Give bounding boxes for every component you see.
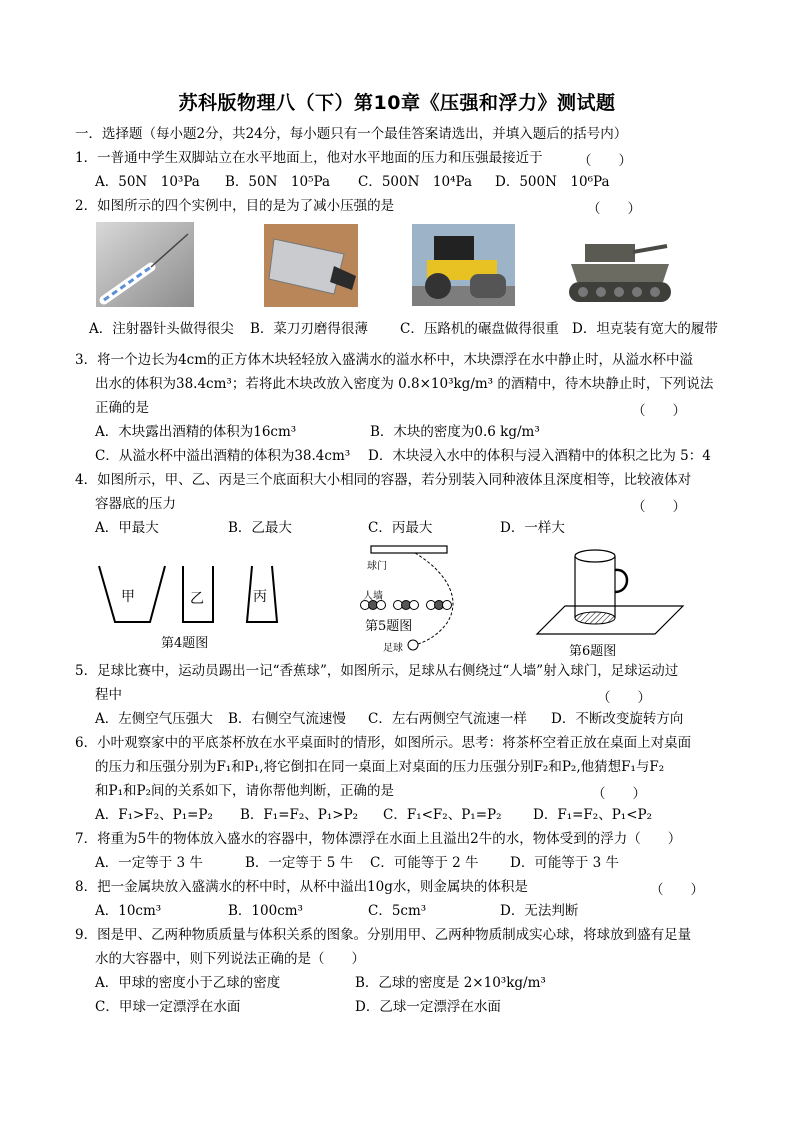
q4-option-c: C．丙最大 <box>368 520 433 536</box>
q9-option-a: A．甲球的密度小于乙球的密度 <box>95 975 281 991</box>
figure-4-caption: 第4题图 <box>161 636 209 651</box>
q6-stem-line2: 的压力和压强分别为F₁和P₁,将它倒扣在同一桌面上对桌面的压力压强分别F₂和P₂,他猜想F₁与F₂ <box>95 759 665 775</box>
q1-option-d: D．500N 10⁶Pa <box>495 174 610 190</box>
q3-option-b: B．木块的密度为0.6 kg/m³ <box>370 424 540 440</box>
q3-option-d: D．木块浸入水中的体积与浸入酒精中的体积之比为 5：4 <box>368 448 711 464</box>
cleaver-photo <box>264 224 358 307</box>
q7-option-b: B．一定等于 5 牛 <box>245 855 354 871</box>
q1-stem: 1．一普通中学生双脚站立在水平地面上，他对水平地面的压力和压强最接近于 <box>75 150 543 166</box>
human-wall-label: 人墙 <box>363 591 383 602</box>
q9-option-b: B．乙球的密度是 2×10³kg/m³ <box>355 975 546 991</box>
q6-stem-line3: 和P₁和P₂间的关系如下，请你帮他判断，正确的是 <box>95 783 394 799</box>
q6-stem-line1: 6．小叶观察家中的平底茶杯放在水平桌面时的情形，如图所示。思考：将茶杯空着正放在桌面上对桌面 <box>75 735 692 751</box>
figure-5-caption: 第5题图 <box>365 619 413 634</box>
q6-answer-paren: （ ） <box>592 786 646 802</box>
q4-option-a: A．甲最大 <box>95 520 159 536</box>
q3-stem-line3: 正确的是 <box>95 400 149 416</box>
q9-stem-line1: 9．图是甲、乙两种物质质量与体积关系的图象。分别用甲、乙两种物质制成实心球，将球放到盛有足量 <box>75 927 692 943</box>
q4-stem-line1: 4．如图所示，甲、乙、丙是三个底面积大小相同的容器，若分别装入同种液体且深度相等，比较液体对 <box>75 472 692 488</box>
q8-answer-paren: （ ） <box>650 882 704 898</box>
q8-option-c: C．5cm³ <box>368 903 427 919</box>
q2-option-c: C．压路机的碾盘做得很重 <box>400 321 559 337</box>
figure-6 <box>535 548 685 660</box>
q1-option-c: C．500N 10⁴Pa <box>358 174 473 190</box>
q7-option-c: C．可能等于 2 牛 <box>370 855 479 871</box>
figure-4 <box>95 560 285 656</box>
q4-option-d: D．一样大 <box>500 520 565 536</box>
q6-option-d: D．F₁=F₂、P₁<P₂ <box>533 807 652 823</box>
football-label: 足球 <box>383 643 403 654</box>
container-jia-label: 甲 <box>121 589 135 605</box>
q3-answer-paren: （ ） <box>632 403 686 419</box>
q8-option-d: D．无法判断 <box>500 903 579 919</box>
q2-option-b: B．菜刀刃磨得很薄 <box>250 321 368 337</box>
q2-stem: 2．如图所示的四个实例中，目的是为了减小压强的是 <box>75 198 395 214</box>
page-title: 苏科版物理八（下）第10章《压强和浮力》测试题 <box>178 92 616 114</box>
q3-stem-line2: 出水的体积为38.4cm³；若将此木块改放入密度为 0.8×10³kg/m³ 的酒精中，待木块静止时，下列说法 <box>95 376 714 392</box>
q4-answer-paren: （ ） <box>632 499 686 515</box>
q2-answer-paren: （ ） <box>587 201 641 217</box>
q5-option-c: C．左右两侧空气流速一样 <box>368 711 527 727</box>
q7-option-d: D．可能等于 3 牛 <box>510 855 619 871</box>
tank-photo <box>563 226 677 310</box>
q1-option-a: A．50N 10³Pa <box>95 174 200 190</box>
q5-option-b: B．右侧空气流速慢 <box>228 711 346 727</box>
container-bing-label: 丙 <box>253 589 267 605</box>
q3-option-a: A．木块露出酒精的体积为16cm³ <box>95 424 297 440</box>
section-heading: 一．选择题（每小题2分，共24分，每小题只有一个最佳答案请选出，并填入题后的括号内） <box>75 126 628 142</box>
figure-6-caption: 第6题图 <box>569 644 617 659</box>
q5-option-d: D．不断改变旋转方向 <box>551 711 684 727</box>
syringe-photo <box>96 222 194 307</box>
q5-stem-line1: 5．足球比赛中，运动员踢出一记“香蕉球”，如图所示，足球从右侧绕过“人墙”射入球门，足球运动过 <box>75 663 679 679</box>
cup-on-table-diagram <box>535 548 685 638</box>
q3-stem-line1: 3．将一个边长为4cm的正方体木块轻轻放入盛满水的溢水杯中，木块漂浮在水中静止时，从溢水杯中溢 <box>75 352 694 368</box>
q6-option-b: B．F₁=F₂、P₁>P₂ <box>240 807 359 823</box>
q5-answer-paren: （ ） <box>597 690 651 706</box>
q1-option-b: B．50N 10⁵Pa <box>225 174 331 190</box>
q4-option-b: B．乙最大 <box>228 520 292 536</box>
container-yi-label: 乙 <box>190 591 204 607</box>
road-roller-photo <box>412 224 515 306</box>
q4-stem-line2: 容器底的压力 <box>95 496 176 512</box>
q9-option-c: C．甲球一定漂浮在水面 <box>95 999 241 1015</box>
q2-option-a: A．注射器针头做得很尖 <box>89 321 234 337</box>
q8-option-b: B．100cm³ <box>228 903 303 919</box>
q8-option-a: A．10cm³ <box>95 903 162 919</box>
q1-answer-paren: （ ） <box>578 153 632 169</box>
q2-option-d: D．坦克装有宽大的履带 <box>572 321 718 337</box>
q6-option-c: C．F₁<F₂、P₁=P₂ <box>383 807 502 823</box>
q9-stem-line2: 水的大容器中，则下列说法正确的是（ ） <box>95 951 365 967</box>
figure-5 <box>355 543 465 655</box>
q5-option-a: A．左侧空气压强大 <box>95 711 213 727</box>
q7-option-a: A．一定等于 3 牛 <box>95 855 203 871</box>
q8-stem: 8．把一金属块放入盛满水的杯中时，从杯中溢出10g水，则金属块的体积是 <box>75 879 528 895</box>
q6-option-a: A．F₁>F₂、P₁=P₂ <box>95 807 213 823</box>
q9-option-d: D．乙球一定漂浮在水面 <box>355 999 501 1015</box>
goal-label: 球门 <box>367 561 387 572</box>
q3-option-c: C．从溢水杯中溢出酒精的体积为38.4cm³ <box>95 448 351 464</box>
q7-stem: 7．将重为5牛的物体放入盛水的容器中，物体漂浮在水面上且溢出2牛的水，物体受到的浮力（ ） <box>75 831 682 847</box>
q5-stem-line2: 程中 <box>95 687 122 703</box>
